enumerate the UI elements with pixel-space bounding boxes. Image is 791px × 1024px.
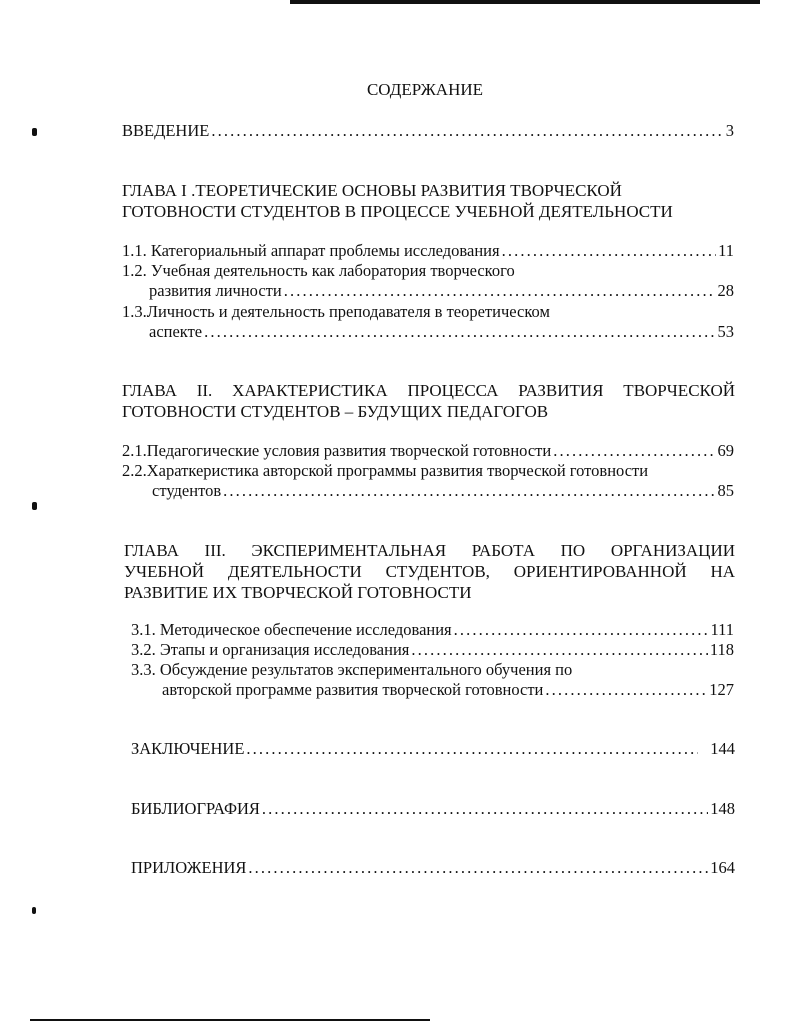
toc-entry-1-3-line1: 1.3.Личность и деятельность преподавателя в теоретическом <box>122 302 550 321</box>
toc-page: 3 <box>725 121 734 140</box>
toc-entry-bibliography: БИБЛИОГРАФИЯ . . . 148 <box>131 799 735 819</box>
chapter-3-title: ГЛАВА III. ЭКСПЕРИМЕНТАЛЬНАЯ РАБОТА ПО ОРГАНИЗАЦИИ УЧЕБНОЙ ДЕЯТЕЛЬНОСТИ СТУДЕНТОВ, ОРИЕНТИРОВАННОЙ НА РАЗВИТИЕ ИХ ТВОРЧЕСКОЙ ГОТОВНОСТИ <box>124 541 735 602</box>
toc-entry-2-2: студентов . . . 85 <box>152 481 734 501</box>
page-title: СОДЕРЖАНИЕ <box>366 80 484 99</box>
toc-entry-1-2-line1: 1.2. Учебная деятельность как лаборатория творческого <box>122 261 515 280</box>
chapter-1-title: ГЛАВА I .ТЕОРЕТИЧЕСКИЕ ОСНОВЫ РАЗВИТИЯ ТВОРЧЕСКОЙ ГОТОВНОСТИ СТУДЕНТОВ В ПРОЦЕССЕ УЧЕБНОЙ ДЕЯТЕЛЬНОСТИ <box>122 181 673 221</box>
toc-entry-2-1: 2.1.Педагогические условия развития творческой готовности . . . 69 <box>122 441 734 461</box>
toc-entry-3-3-line1: 3.3. Обсуждение результатов экспериментального обучения по <box>131 660 573 679</box>
scan-mark <box>32 128 37 136</box>
toc-entry-1-3: аспекте . . . 53 <box>149 322 734 342</box>
scan-border-top <box>290 0 760 4</box>
toc-entry-appendices: ПРИЛОЖЕНИЯ . . . 164 <box>131 858 735 878</box>
chapter-2-title: ГЛАВА II. ХАРАКТЕРИСТИКА ПРОЦЕССА РАЗВИТИЯ ТВОРЧЕСКОЙ ГОТОВНОСТИ СТУДЕНТОВ – БУДУЩИХ ПЕДАГОГОВ <box>122 381 735 421</box>
toc-entry-1-2: развития личности . . . 28 <box>149 281 734 301</box>
toc-entry-3-1: 3.1. Методическое обеспечение исследования . . . 111 <box>131 620 734 640</box>
toc-entry-conclusion: ЗАКЛЮЧЕНИЕ . . . 144 <box>131 739 735 759</box>
toc-entry-intro <box>122 121 734 141</box>
toc-entry-2-2-line1: 2.2.Хараткеристика авторской программы развития творческой готовности <box>122 461 649 480</box>
toc-label: ВВЕДЕНИЕ <box>122 121 210 140</box>
scan-mark <box>32 907 36 914</box>
toc-entry-3-3: авторской программе развития творческой готовности . . . 127 <box>162 680 734 700</box>
scan-mark <box>32 502 37 510</box>
scan-border-bottom <box>30 1019 430 1021</box>
toc-entry-3-2: 3.2. Этапы и организация исследования . . . 118 <box>131 640 734 660</box>
toc-entry-1-1: 1.1. Категориальный аппарат проблемы исследования . . . 11 <box>122 241 734 261</box>
